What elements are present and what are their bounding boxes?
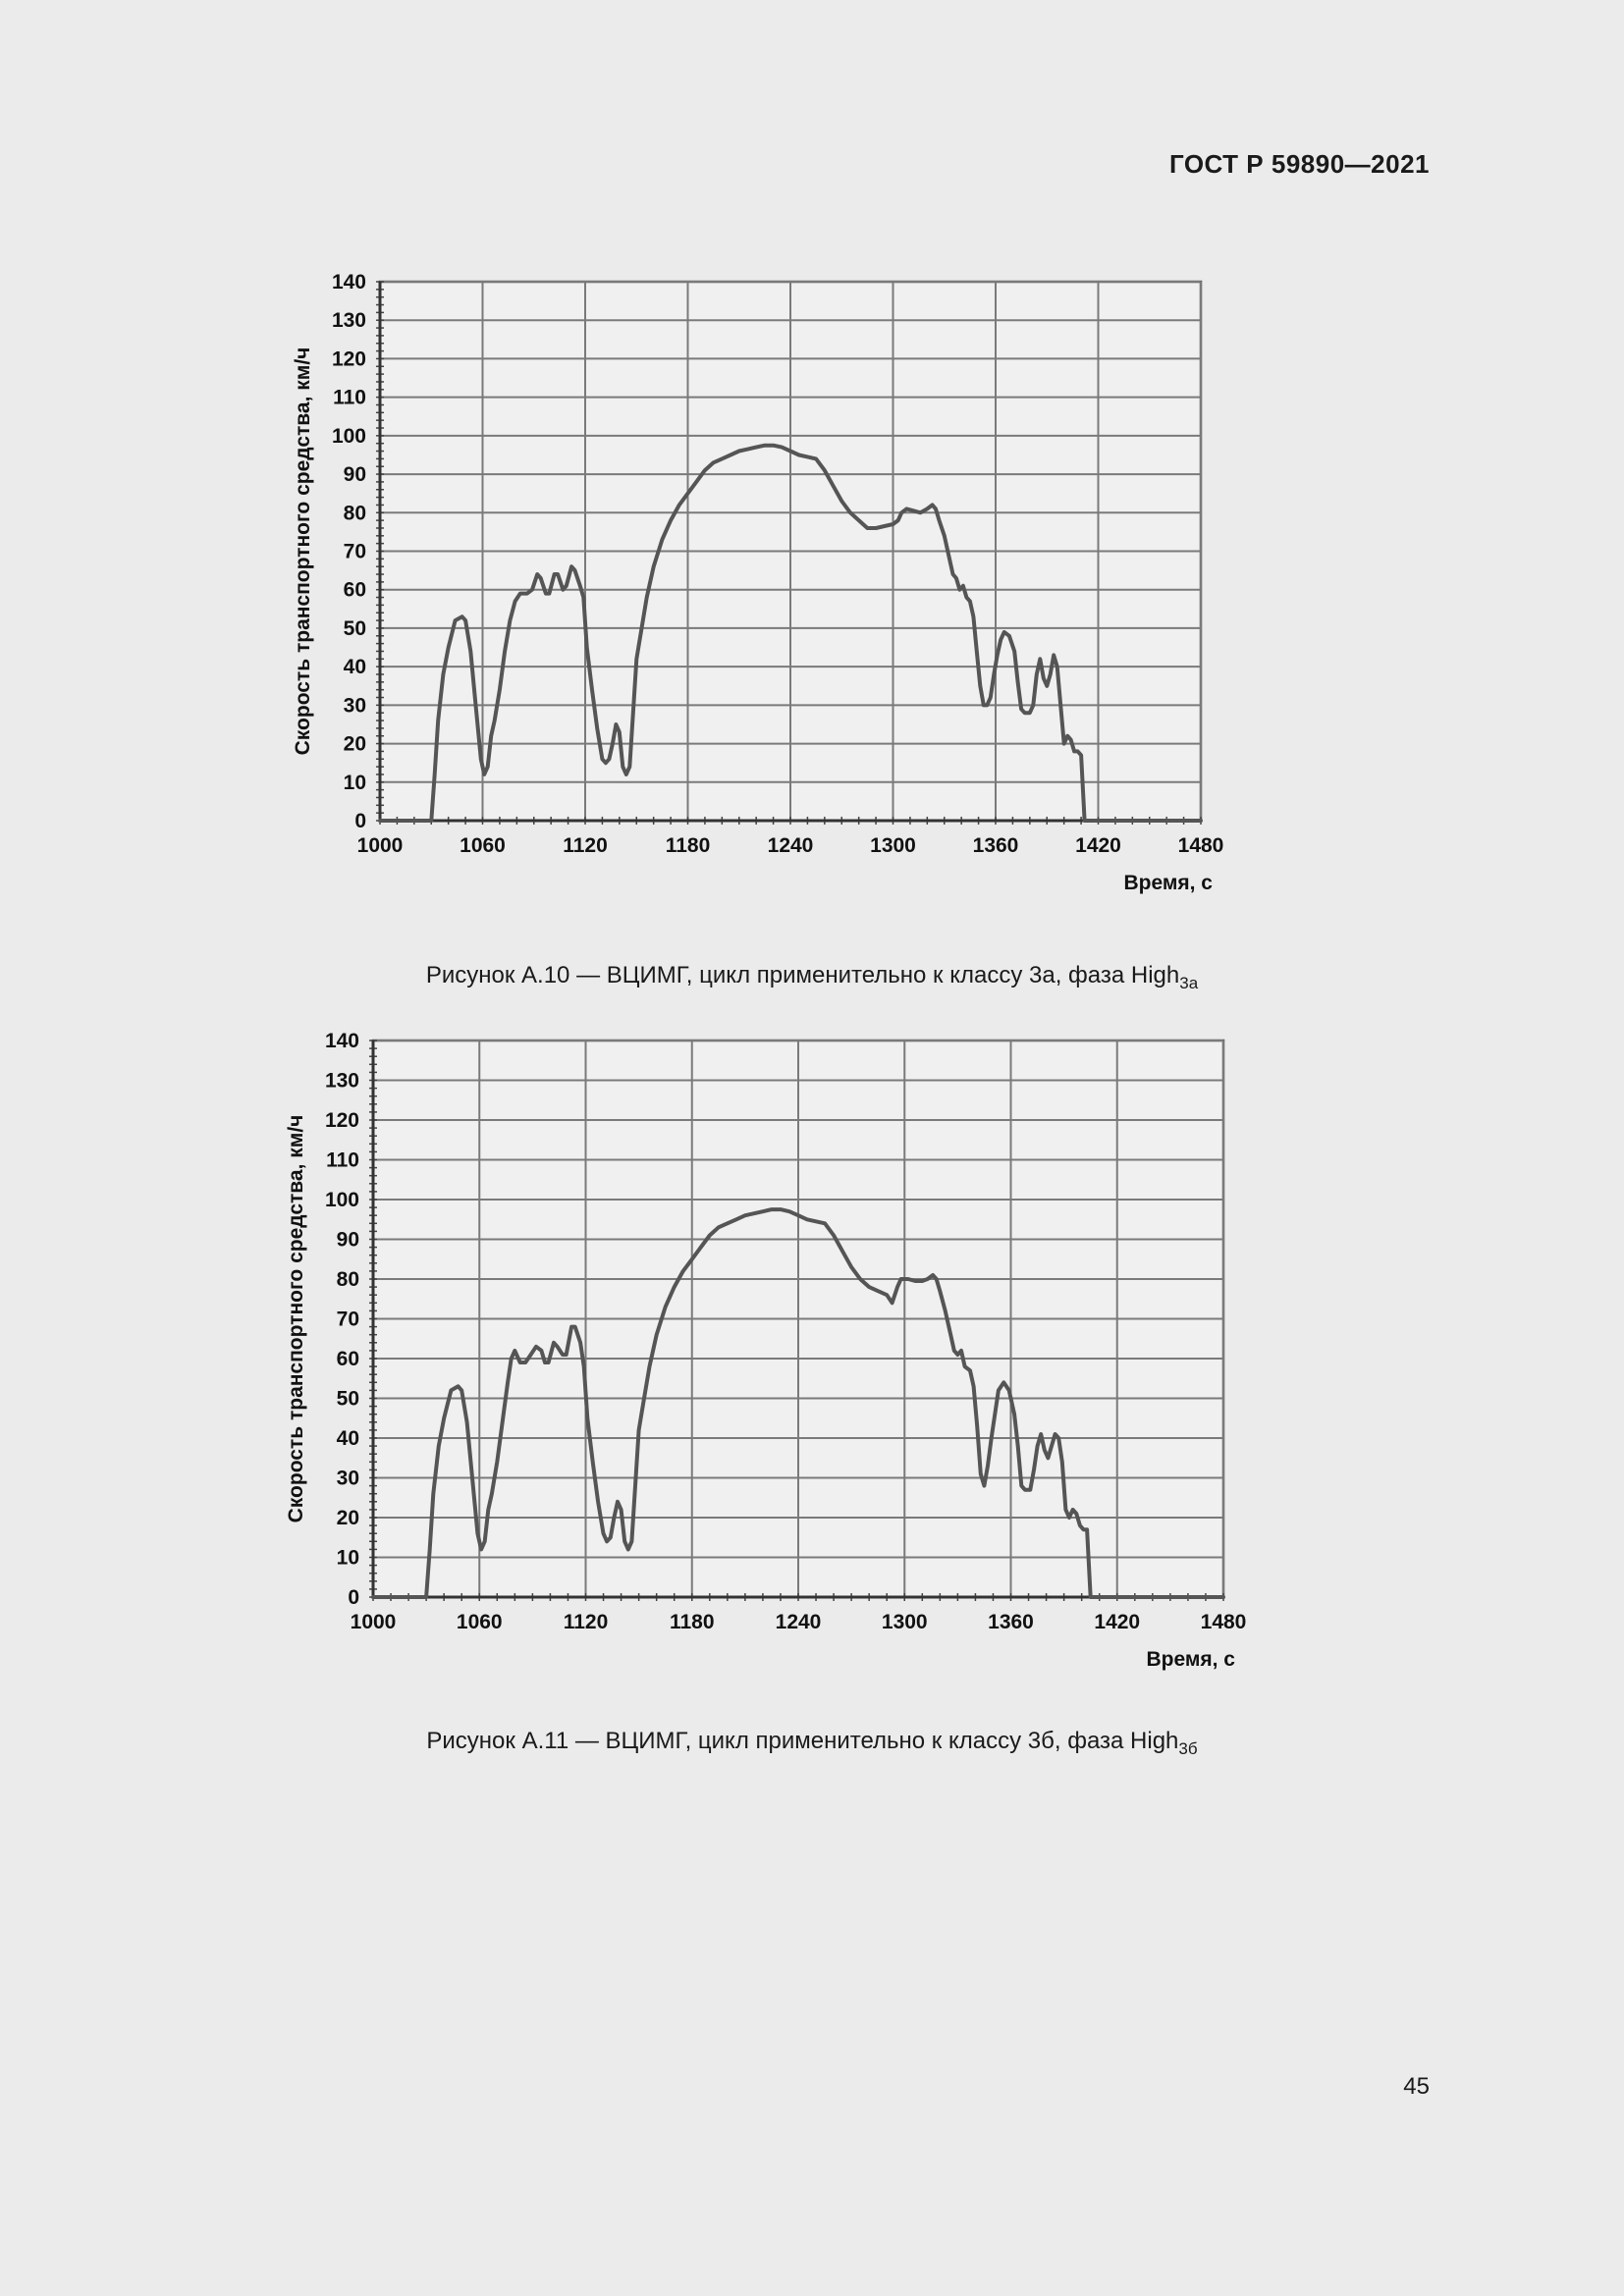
x-tick-label: 1360 — [972, 834, 1019, 857]
x-axis-title: Время, с — [1146, 1648, 1235, 1671]
y-tick-label: 20 — [336, 1507, 359, 1529]
y-tick-label: 70 — [343, 540, 366, 563]
y-tick-label: 70 — [336, 1308, 359, 1331]
x-tick-label: 1000 — [356, 834, 404, 857]
y-tick-label: 80 — [343, 502, 366, 525]
y-tick-label: 100 — [331, 424, 366, 448]
y-tick-label: 130 — [324, 1069, 359, 1093]
x-axis-title: Время, с — [1123, 872, 1213, 894]
caption-subscript: 3б — [1178, 1739, 1198, 1758]
x-tick-label: 1060 — [460, 834, 506, 857]
figure-caption-a11 — [0, 1728, 1624, 1758]
y-tick-label: 80 — [336, 1268, 359, 1291]
caption-text: Рисунок А.11 — ВЦИМГ, цикл применительно к классу 3б, фаза High — [426, 1728, 1179, 1754]
y-tick-label: 10 — [343, 771, 366, 794]
x-tick-label: 1180 — [665, 834, 711, 857]
y-tick-label: 100 — [324, 1189, 359, 1211]
y-tick-label: 120 — [331, 347, 366, 371]
x-tick-label: 1240 — [775, 1611, 822, 1633]
y-axis-title: Скорость транспортного средства, км/ч — [285, 1114, 307, 1523]
x-tick-label: 1420 — [1075, 834, 1121, 857]
y-tick-label: 110 — [326, 1148, 359, 1172]
y-tick-label: 10 — [336, 1546, 359, 1570]
y-tick-label: 60 — [336, 1348, 359, 1370]
y-tick-label: 90 — [343, 463, 366, 487]
x-tick-label: 1420 — [1094, 1611, 1141, 1633]
y-tick-label: 20 — [343, 732, 366, 756]
x-tick-label: 1300 — [881, 1611, 928, 1633]
y-tick-label: 90 — [336, 1228, 359, 1252]
x-tick-label: 1300 — [870, 834, 916, 857]
y-axis-title: Скорость транспортного средства, км/ч — [292, 347, 314, 756]
x-tick-label: 1000 — [350, 1611, 397, 1633]
y-tick-label: 120 — [324, 1109, 359, 1132]
y-tick-label: 50 — [343, 616, 366, 640]
x-tick-label: 1120 — [563, 834, 608, 857]
y-tick-label: 30 — [336, 1467, 359, 1490]
x-tick-label: 1180 — [669, 1611, 715, 1633]
x-tick-label: 1240 — [767, 834, 814, 857]
x-tick-label: 1480 — [1177, 834, 1224, 857]
y-tick-label: 130 — [331, 309, 366, 333]
y-tick-label: 0 — [348, 1586, 359, 1609]
document-id: ГОСТ Р 59890—2021 — [1168, 149, 1430, 179]
y-tick-label: 40 — [343, 656, 366, 679]
y-tick-label: 60 — [343, 578, 366, 602]
y-tick-label: 140 — [324, 1030, 359, 1052]
y-tick-label: 30 — [343, 694, 366, 718]
y-tick-label: 110 — [333, 386, 366, 409]
page-number: 45 — [1403, 2073, 1430, 2100]
caption-text: Рисунок А.10 — ВЦИМГ, цикл применительно к классу 3а, фаза High — [425, 962, 1180, 988]
caption-subscript: 3а — [1179, 974, 1199, 992]
y-tick-label: 40 — [336, 1427, 359, 1450]
y-tick-label: 0 — [354, 810, 366, 832]
x-tick-label: 1360 — [988, 1611, 1034, 1633]
y-tick-label: 50 — [336, 1387, 359, 1411]
x-tick-label: 1060 — [456, 1611, 503, 1633]
y-tick-label: 140 — [331, 271, 366, 294]
x-tick-label: 1120 — [563, 1611, 609, 1633]
x-tick-label: 1480 — [1200, 1611, 1247, 1633]
